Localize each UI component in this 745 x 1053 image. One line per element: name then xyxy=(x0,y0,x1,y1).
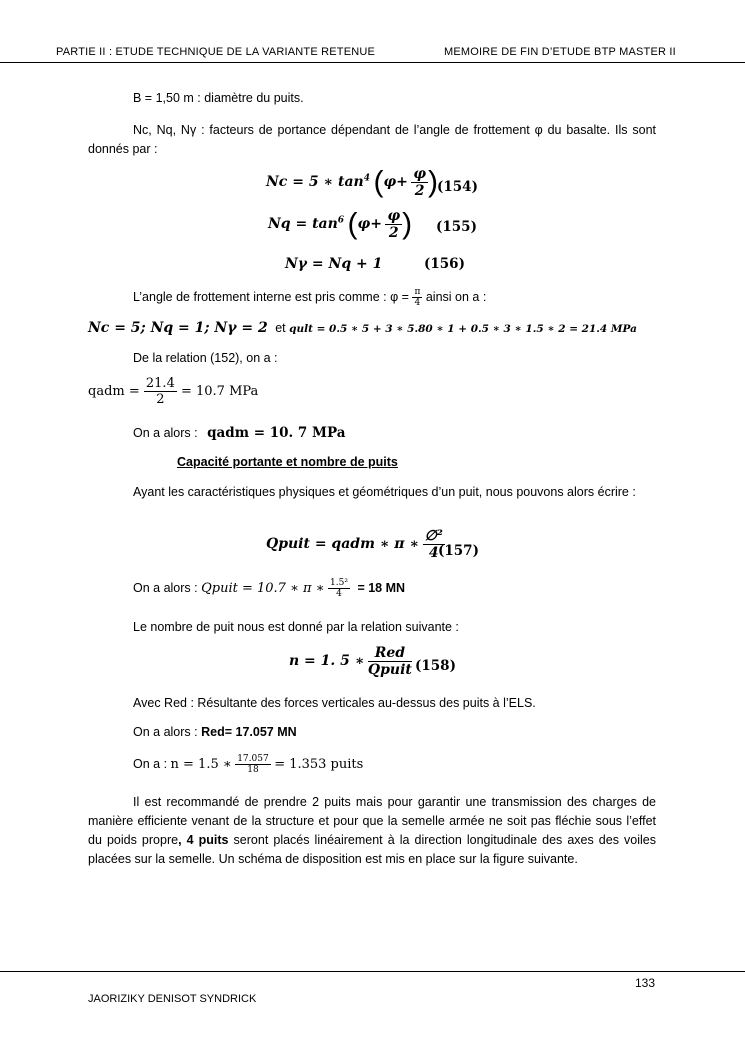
values-factors: Nc = 5; Nq = 1; Nγ = 2 xyxy=(88,320,268,336)
equation-156-label: (156) xyxy=(424,256,465,272)
eq154-rhs: 5 ∗ tan xyxy=(308,173,364,190)
friction-angle-text: L’angle de frottement interne est pris comme : φ = xyxy=(133,289,409,304)
page-number: 133 xyxy=(635,976,656,990)
qpuit-num: 1.5² xyxy=(330,578,348,588)
paragraph-friction-angle xyxy=(133,287,486,308)
values-et: et xyxy=(275,321,286,335)
equation-158-label: (158) xyxy=(415,658,456,674)
paragraph-characteristics: Ayant les caractéristiques physiques et géométriques d’un puit, nous pouvons alors écrire : xyxy=(133,485,636,499)
pi-den: 4 xyxy=(414,298,421,308)
header-right: MEMOIRE DE FIN D’ETUDE BTP MASTER II xyxy=(444,46,676,58)
paragraph-qpuit xyxy=(133,578,405,599)
eq154-den: 2 xyxy=(414,183,425,199)
equation-158 xyxy=(289,645,412,678)
friction-angle-text-end: ainsi on a : xyxy=(425,289,487,304)
equation-157 xyxy=(266,528,445,561)
n-text: On a : xyxy=(133,756,168,771)
qadm-rhs: = 10.7 MPa xyxy=(180,384,259,399)
paragraph-recommendation xyxy=(88,793,656,869)
equation-154-label: (154) xyxy=(437,179,478,195)
qadm-den: 2 xyxy=(156,392,165,407)
paragraph-bearing-factors: Nc, Nq, Nγ : facteurs de portance dépendant de l’angle de frottement φ du basalte. Ils sont donnés par : xyxy=(88,123,656,156)
red-result: Red= 17.057 MN xyxy=(201,725,297,739)
values-line xyxy=(88,320,637,336)
eq155-exp: 6 xyxy=(337,215,345,226)
eq157-lhs: Qpuit = qadm ∗ π ∗ xyxy=(266,535,420,552)
header-left: PARTIE II : ETUDE TECHNIQUE DE LA VARIANTE RETENUE xyxy=(56,46,376,58)
values-qult: qult = 0.5 ∗ 5 + 3 ∗ 5.80 ∗ 1 + 0.5 ∗ 3 ∗ 1.5 ∗ 2 = 21.4 MPa xyxy=(289,323,637,335)
eq154-phi: φ xyxy=(383,173,397,190)
paragraph-relation-152: De la relation (152), on a : xyxy=(133,351,278,365)
header-rule xyxy=(0,62,745,63)
eq155-rhs: tan xyxy=(312,215,338,232)
n-num: 17.057 xyxy=(237,754,269,764)
qpuit-den: 4 xyxy=(336,589,342,599)
equation-155-label: (155) xyxy=(436,219,477,235)
qadm-equation xyxy=(88,376,258,407)
qpuit-result: = 18 MN xyxy=(357,580,406,595)
eq155-phi: φ xyxy=(357,215,371,232)
eq158-num: Red xyxy=(368,645,412,662)
qadm-result-text: On a alors : xyxy=(133,426,198,440)
eq154-exp: 4 xyxy=(363,173,370,184)
equation-156: Nγ = Nq + 1 xyxy=(285,256,383,272)
pi-num: π xyxy=(414,287,421,297)
qadm-lhs: qadm = xyxy=(88,384,140,399)
eq155-den: 2 xyxy=(388,225,399,241)
paragraph-diameter: B = 1,50 m : diamètre du puits. xyxy=(133,91,304,105)
paragraph-red-definition: Avec Red : Résultante des forces verticales au-dessus des puits à l’ELS. xyxy=(133,696,536,710)
n-expr: n = 1.5 ∗ xyxy=(170,756,232,772)
eq155-plus: + xyxy=(370,215,382,232)
paragraph-number-of-pits: Le nombre de puit nous est donné par la relation suivante : xyxy=(133,620,459,634)
footer-author: JAORIZIKY DENISOT SYNDRICK xyxy=(88,993,257,1005)
equation-154: Nc = 5 ∗ $\tan^4 (\varphi+$ $\frac{\varphi}{2}$ ) xyxy=(266,165,439,199)
equation-157-label: (157) xyxy=(438,543,479,559)
eq158-den: Qpuit xyxy=(367,662,412,678)
eq154-plus: + xyxy=(396,173,408,190)
recommendation-bold: , 4 puits xyxy=(178,833,229,847)
footer-rule xyxy=(0,971,745,972)
recommendation-text-a: Il est recommandé de prendre 2 puits mais pour garantir une transmission des charges de manière efficiente venant de la structure et pour que la semelle armée ne soit pas fléchie sous l’effet du poids propre xyxy=(88,795,656,847)
equation-155: $Nq = \tan^6 (\varphi+$ $\frac{\varphi}{2}$ ) xyxy=(268,207,413,241)
eq157-den: 4 xyxy=(428,545,439,561)
section-title: Capacité portante et nombre de puits xyxy=(177,455,398,469)
eq154-lhs: Nc xyxy=(266,173,288,190)
paragraph-n-value xyxy=(133,754,363,775)
qpuit-expr: Qpuit = 10.7 ∗ π ∗ xyxy=(201,580,325,596)
eq158-lhs: n = 1. 5 ∗ xyxy=(289,652,365,669)
eq155-num: φ xyxy=(387,208,401,224)
paragraph-qadm-result xyxy=(133,425,346,441)
eq155-lhs: Nq xyxy=(268,215,291,232)
eq154-num: φ xyxy=(413,166,427,182)
red-text: On a alors : xyxy=(133,725,198,739)
qadm-result-value: qadm = 10. 7 MPa xyxy=(207,425,346,441)
qadm-num: 21.4 xyxy=(145,376,175,391)
n-den: 18 xyxy=(247,765,259,775)
qpuit-text: On a alors : xyxy=(133,580,198,595)
eq157-num: ∅² xyxy=(424,528,443,544)
n-result: = 1.353 puits xyxy=(274,756,364,772)
recommendation-text-b: seront placés linéairement à la direction longitudinale des axes des voiles placées sur la semelle. Un schéma de disposition est mis en place sur la figure suivante. xyxy=(88,833,656,866)
paragraph-red-value xyxy=(133,725,297,739)
